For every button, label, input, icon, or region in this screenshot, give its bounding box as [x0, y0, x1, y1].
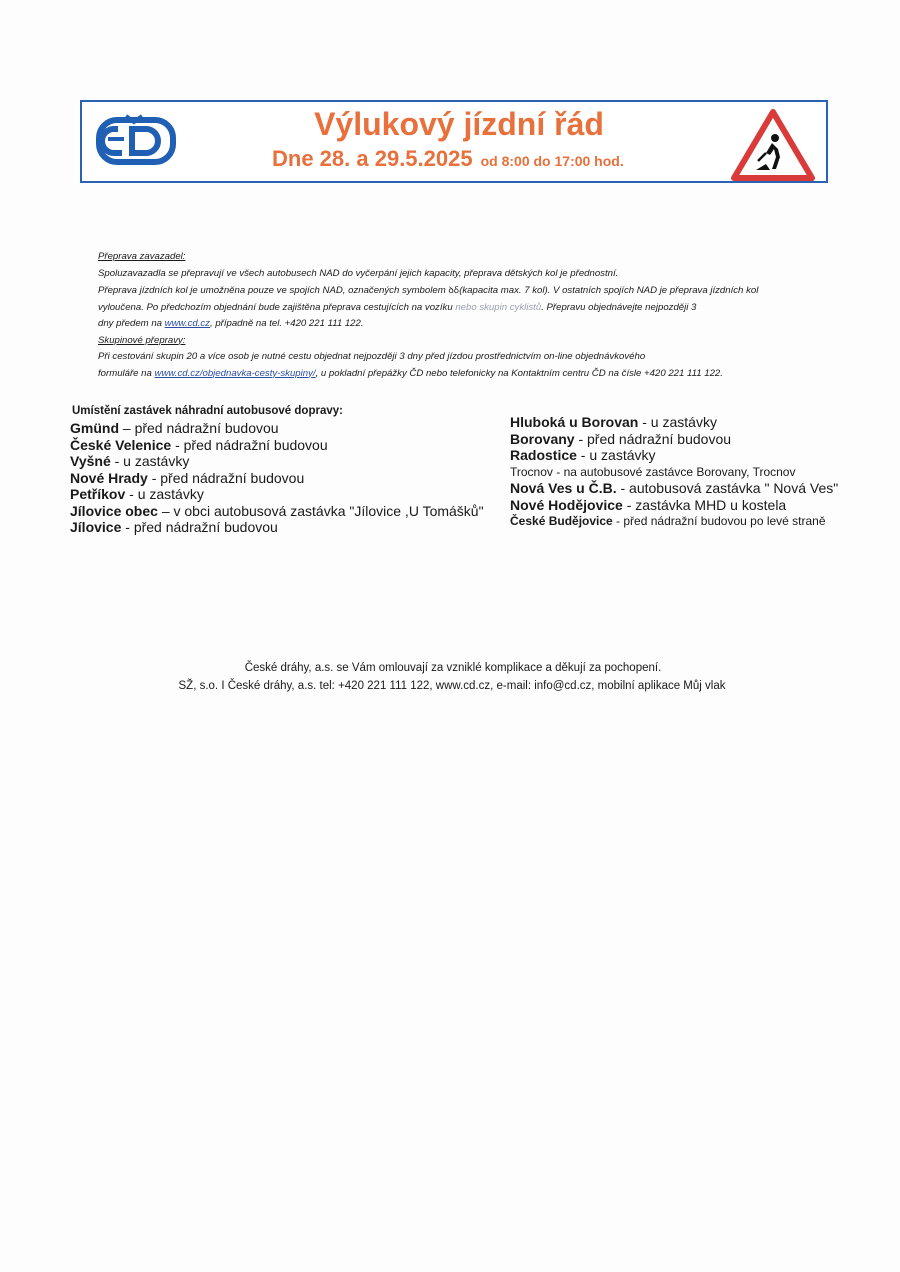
stop-location: - u zastávky	[110, 453, 190, 469]
stop-name: Hluboká u Borovan	[510, 414, 639, 430]
stop-name: Jílovice	[70, 519, 122, 535]
bikes-text-f: , případně na tel. +420 221 111 122.	[209, 318, 364, 329]
header-banner	[80, 100, 828, 183]
stop-name: Nová Ves u Č.B.	[510, 480, 617, 496]
luggage-text: Spoluzavazadla se přepravují ve všech autobusech NAD do vyčerpání jejich kapacity, přeprava dětských kol je přednostní.	[98, 267, 619, 279]
groups-text-b: , u pokladní přepážky ČD nebo telefonicky na Kontaktním centru ČD na čísle +420 221 111 122.	[315, 367, 723, 379]
stop-location: - před nádražní budovou	[574, 430, 732, 447]
list-item	[70, 470, 484, 487]
stop-name: Nové Hodějovice	[510, 496, 623, 513]
list-item	[70, 503, 484, 520]
bikes-text-e: dny předem na	[98, 318, 165, 329]
stop-name: Jílovice obec	[70, 502, 158, 519]
group-order-link[interactable]: www.cd.cz/objednavka-cesty-skupiny/	[154, 367, 316, 379]
list-item	[510, 447, 838, 464]
stop-name: České Budějovice	[510, 514, 613, 528]
stop-location: - před nádražní budovou	[147, 469, 305, 486]
bikes-text-a: Přeprava jízdních kol je umožněna pouze ve spojích NAD, označených symbolem	[98, 285, 449, 296]
stop-location: - u zastávky	[125, 486, 204, 502]
stop-location: - zastávka MHD u kostela	[622, 496, 787, 513]
bikes-text-line3	[98, 316, 828, 333]
apology-text: České dráhy, a.s. se Vám omlouvají za vzniklé komplikace a děkují za pochopení.	[244, 662, 662, 674]
stop-name: Gmünd	[70, 420, 119, 436]
stop-location: - před nádražní budovou	[121, 519, 278, 535]
bikes-text-line1	[98, 282, 828, 300]
list-item	[510, 464, 838, 481]
stop-location: - autobusová zastávka " Nová Ves"	[616, 480, 839, 496]
groups-text-line2	[98, 366, 828, 383]
closure-days: Dne 28. a 29.5.2025	[272, 146, 473, 171]
stop-name: Petříkov	[70, 486, 126, 502]
bikes-text-c: vyloučena. Po předchozím objednání bude zajištěna přeprava cestujících na vozíku	[98, 301, 456, 313]
cd-website-link[interactable]: www.cd.cz	[164, 318, 210, 329]
list-item	[510, 497, 838, 514]
stop-location: – před nádražní budovou	[119, 420, 279, 436]
stop-name: Borovany	[510, 430, 575, 447]
stop-location: - na autobusové zastávce Borovany, Trocnov	[552, 464, 796, 479]
bicycle-symbol-icon: ꝺẟ	[448, 285, 460, 295]
bikes-text-faint: nebo skupin cyklistů	[455, 301, 542, 313]
transport-notice	[98, 249, 828, 382]
stop-name: Radostice	[510, 447, 577, 463]
stop-name: Vyšné	[70, 453, 111, 469]
stop-location: - před nádražní budovou	[171, 436, 328, 453]
list-item	[70, 453, 484, 470]
stop-name: České Velenice	[70, 436, 172, 453]
stops-heading: Umístění zastávek náhradní autobusové dopravy:	[72, 405, 343, 417]
list-item	[70, 437, 484, 454]
groups-text-line1: Při cestování skupin 20 a více osob je nutné cestu objednat nejpozději 3 dny před jízdou prostřednictvím on-line objednávkového	[98, 351, 646, 362]
groups-text-a: formuláře na	[98, 367, 155, 379]
list-item	[70, 486, 484, 503]
groups-heading: Skupinové přepravy:	[98, 334, 186, 346]
stop-location: - u zastávky	[638, 414, 717, 430]
list-item	[510, 513, 838, 530]
stop-name: Nové Hrady	[70, 469, 148, 486]
stop-name: Trocnov	[510, 464, 553, 479]
list-item	[510, 431, 838, 448]
closure-dates	[272, 146, 624, 172]
list-item	[70, 420, 484, 437]
list-item	[510, 414, 838, 431]
stop-location: - u zastávky	[576, 447, 656, 463]
bikes-text-d: . Přepravu objednávejte nejpozději 3	[541, 301, 697, 313]
list-item	[70, 519, 484, 536]
page-title: Výlukový jízdní řád	[314, 106, 604, 142]
footer	[0, 659, 900, 695]
stops-list-right	[510, 414, 838, 530]
stop-location: – v obci autobusová zastávka "Jílovice ,U Tomášků"	[157, 502, 484, 519]
bikes-text-b: (kapacita max. 7 kol). V ostatních spojích NAD je přeprava jízdních kol	[459, 285, 759, 296]
stops-list-left	[70, 420, 484, 536]
list-item	[510, 480, 838, 497]
bikes-text-line2	[98, 300, 828, 317]
closure-hours: od 8:00 do 17:00 hod.	[480, 153, 624, 169]
stop-location: - před nádražní budovou po levé straně	[612, 514, 826, 528]
contact-text: SŽ, s.o. I České dráhy, a.s. tel: +420 221 111 122, www.cd.cz, e-mail: info@cd.cz, mobilní aplikace Můj vlak	[178, 680, 726, 692]
luggage-heading: Přeprava zavazadel:	[98, 251, 186, 262]
roadwork-warning-icon	[730, 108, 816, 182]
